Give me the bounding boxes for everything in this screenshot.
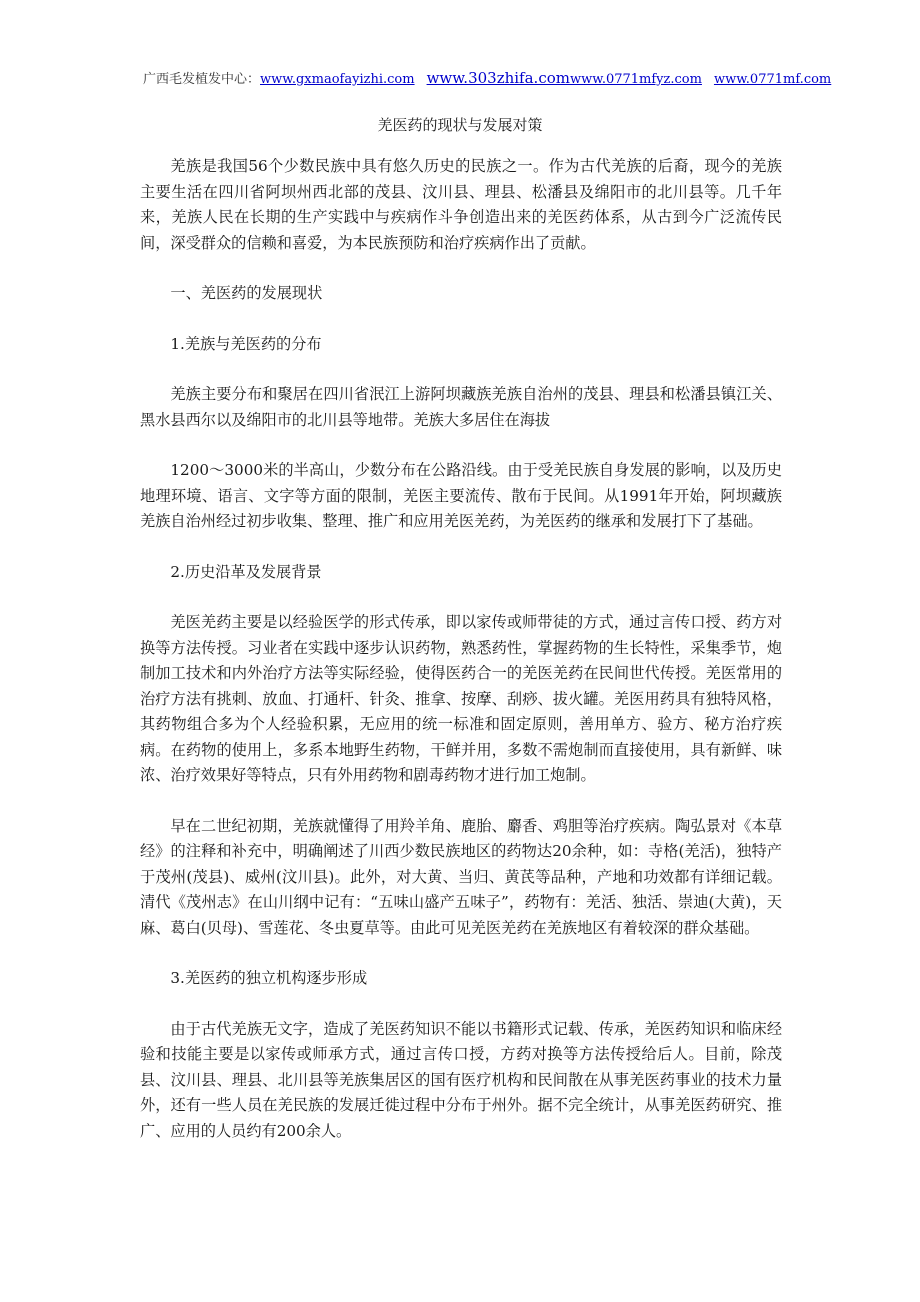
- paragraph-inheritance: 羌医羌药主要是以经验医学的形式传承，即以家传或师带徒的方式，通过言传口授、药方对换等方法传授。习业者在实践中逐步认识药物，熟悉药性，掌握药物的生长特性，采集季节，炮制加工技术和内外治疗方法等实际经验，使得医药合一的羌医羌药在民间世代传授。羌医常用的治疗方法有挑刺、放血、打通杆、针灸、推拿、按摩、刮痧、拔火罐。羌医用药具有独特风格，其药物组合多为个人经验积累，无应用的统一标准和固定原则，善用单方、验方、秘方治疗疾病。在药物的使用上，多系本地野生药物，干鲜并用，多数不需炮制而直接使用，具有新鲜、味浓、治疗效果好等特点，只有外用药物和剧毒药物才进行加工炮制。: [140, 613, 782, 784]
- paragraph-history: 早在二世纪初期，羌族就懂得了用羚羊角、鹿胎、麝香、鸡胆等治疗疾病。陶弘景对《本草经》的注释和补充中，明确阐述了川西少数民族地区的药物达20余种，如：寺格(羌活)，独特产于茂州(茂县)、威州(汶川县)。此外，对大黄、当归、黄芪等品种，产地和功效都有详细记载。清代《茂州志》在山川纲中记有：“五味山盛产五味子”，药物有：羌活、独活、崇迪(大黄)，天麻、葛白(贝母)、雪莲花、冬虫夏草等。由此可见羌医羌药在羌族地区有着较深的群众基础。: [140, 816, 782, 937]
- section-heading-1: 一、羌医药的发展现状: [170, 284, 323, 302]
- header-link-0771mf[interactable]: www.0771mf.com: [713, 72, 832, 87]
- header-prefix: 广西毛发植发中心：: [143, 72, 261, 87]
- document-title: 羌医药的现状与发展对策: [377, 116, 543, 134]
- subsection-heading-2: 2.历史沿革及发展背景: [170, 562, 322, 581]
- page-header: [143, 68, 832, 87]
- document-body: [140, 154, 782, 1169]
- subsection-heading-1: 1.羌族与羌医药的分布: [170, 334, 322, 353]
- header-link-303zhifa[interactable]: www.303zhifa.com: [426, 69, 570, 87]
- paragraph-institutions: 由于古代羌族无文字，造成了羌医药知识不能以书籍形式记载、传承，羌医药知识和临床经验和技能主要是以家传或师承方式，通过言传口授，方药对换等方法传授给后人。目前，除茂县、汶川县、理县、北川县等羌族集居区的国有医疗机构和民间散在从事羌医药事业的技术力量外，还有一些人员在羌民族的发展迁徙过程中分布于州外。据不完全统计，从事羌医药研究、推广、应用的人员约有200余人。: [140, 1019, 782, 1140]
- paragraph-distribution: 羌族主要分布和聚居在四川省泯江上游阿坝藏族羌族自治州的茂县、理县和松潘县镇江关、黑水县西尔以及绵阳市的北川县等地带。羌族大多居住在海拔: [140, 385, 782, 429]
- paragraph-altitude: 1200～3000米的半高山，少数分布在公路沿线。由于受羌民族自身发展的影响，以及历史地理环境、语言、文字等方面的限制，羌医主要流传、散布于民间。从1991年开始，阿坝藏族羌族自治州经过初步收集、整理、推广和应用羌医羌药，为羌医药的继承和发展打下了基础。: [140, 461, 782, 530]
- header-link-gxmaofayizhi[interactable]: www.gxmaofayizhi.com: [260, 72, 415, 87]
- header-link-0771mfyz[interactable]: www.0771mfyz.com: [569, 72, 702, 87]
- subsection-heading-3: 3.羌医药的独立机构逐步形成: [170, 969, 368, 987]
- paragraph-intro: 羌族是我国56个少数民族中具有悠久历史的民族之一。作为古代羌族的后裔，现今的羌族主要生活在四川省阿坝州西北部的茂县、汶川县、理县、松潘县及绵阳市的北川县等。几千年来，羌族人民在长期的生产实践中与疾病作斗争创造出来的羌医药体系，从古到今广泛流传民间，深受群众的信赖和喜爱，为本民族预防和治疗疾病作出了贡献。: [140, 157, 782, 252]
